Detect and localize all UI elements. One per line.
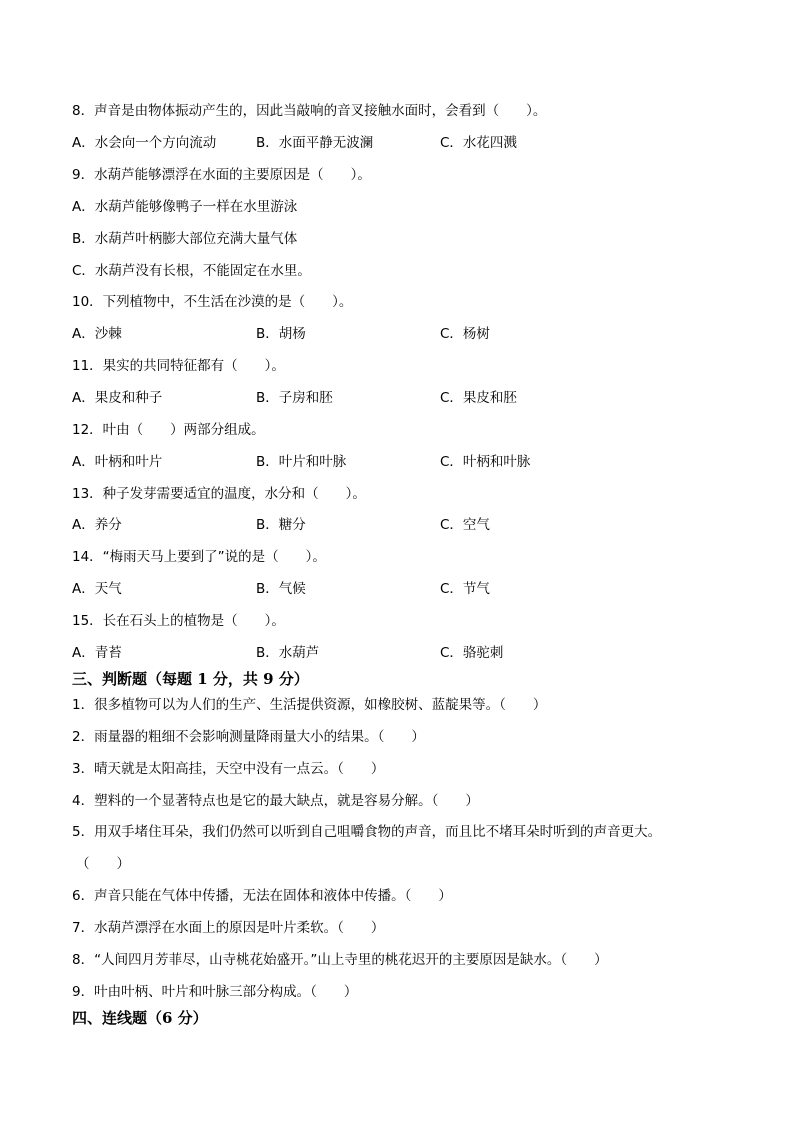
option-a: A．叶柄和叶片	[72, 454, 163, 470]
option-a: A．青苔	[72, 645, 122, 661]
tf-item-9: 9．叶由叶柄、叶片和叶脉三部分构成。（ ）	[72, 984, 358, 1000]
option-a: A．水葫芦能够像鸭子一样在水里游泳	[72, 199, 298, 215]
question-text: 11．果实的共同特征都有（ ）。	[72, 358, 285, 374]
section-4-heading: 四、连线题（6 分）	[72, 1009, 208, 1027]
tf-item-6: 6．声音只能在气体中传播，无法在固体和液体中传播。（ ）	[72, 888, 452, 904]
question-text: 10．下列植物中，不生活在沙漠的是（ ）。	[72, 294, 353, 310]
option-b: B．胡杨	[256, 326, 306, 342]
question-text: 8．声音是由物体振动产生的，因此当敲响的音叉接触水面时，会看到（ ）。	[72, 103, 547, 119]
tf-item-5-bracket: （ ）	[76, 856, 130, 872]
section-3-heading: 三、判断题（每题 1 分，共 9 分）	[72, 670, 309, 688]
option-c: C．果皮和胚	[440, 390, 517, 406]
option-c: C．叶柄和叶脉	[440, 454, 531, 470]
option-a: A．养分	[72, 517, 122, 533]
option-b: B．水葫芦叶柄膨大部位充满大量气体	[72, 231, 298, 247]
option-c: C．骆驼刺	[440, 645, 504, 661]
tf-item-3: 3．晴天就是太阳高挂，天空中没有一点云。（ ）	[72, 761, 385, 777]
question-text: 14．“梅雨天马上要到了”说的是（ ）。	[72, 549, 326, 565]
option-b: B．水面平静无波澜	[256, 135, 374, 151]
question-text: 9．水葫芦能够漂浮在水面的主要原因是（ ）。	[72, 167, 371, 183]
option-c: C．水花四溅	[440, 135, 517, 151]
option-b: B．糖分	[256, 517, 306, 533]
option-c: C．杨树	[440, 326, 490, 342]
question-text: 13．种子发芽需要适宜的温度，水分和（ ）。	[72, 486, 366, 502]
option-b: B．子房和胚	[256, 390, 333, 406]
option-c: C．水葫芦没有长根，不能固定在水里。	[72, 263, 311, 279]
tf-item-2: 2．雨量器的粗细不会影响测量降雨量大小的结果。（ ）	[72, 729, 425, 745]
tf-item-5: 5．用双手堵住耳朵，我们仍然可以听到自己咀嚼食物的声音，而且比不堵耳朵时听到的声音更大。	[72, 824, 662, 840]
option-b: B．气候	[256, 581, 306, 597]
option-a: A．果皮和种子	[72, 390, 163, 406]
option-a: A．沙棘	[72, 326, 122, 342]
option-c: C．空气	[440, 517, 490, 533]
tf-item-4: 4．塑料的一个显著特点也是它的最大缺点，就是容易分解。（ ）	[72, 793, 479, 809]
option-a: A．水会向一个方向流动	[72, 135, 217, 151]
option-b: B．叶片和叶脉	[256, 454, 347, 470]
option-b: B．水葫芦	[256, 645, 320, 661]
question-text: 12．叶由（ ）两部分组成。	[72, 422, 265, 438]
option-a: A．天气	[72, 581, 122, 597]
option-c: C．节气	[440, 581, 490, 597]
question-text: 15．长在石头上的植物是（ ）。	[72, 613, 285, 629]
tf-item-8: 8．“人间四月芳菲尽，山寺桃花始盛开。”山上寺里的桃花迟开的主要原因是缺水。（ ）	[72, 952, 608, 968]
tf-item-1: 1．很多植物可以为人们的生产、生活提供资源，如橡胶树、蓝靛果等。（ ）	[72, 697, 547, 713]
tf-item-7: 7．水葫芦漂浮在水面上的原因是叶片柔软。（ ）	[72, 920, 385, 936]
